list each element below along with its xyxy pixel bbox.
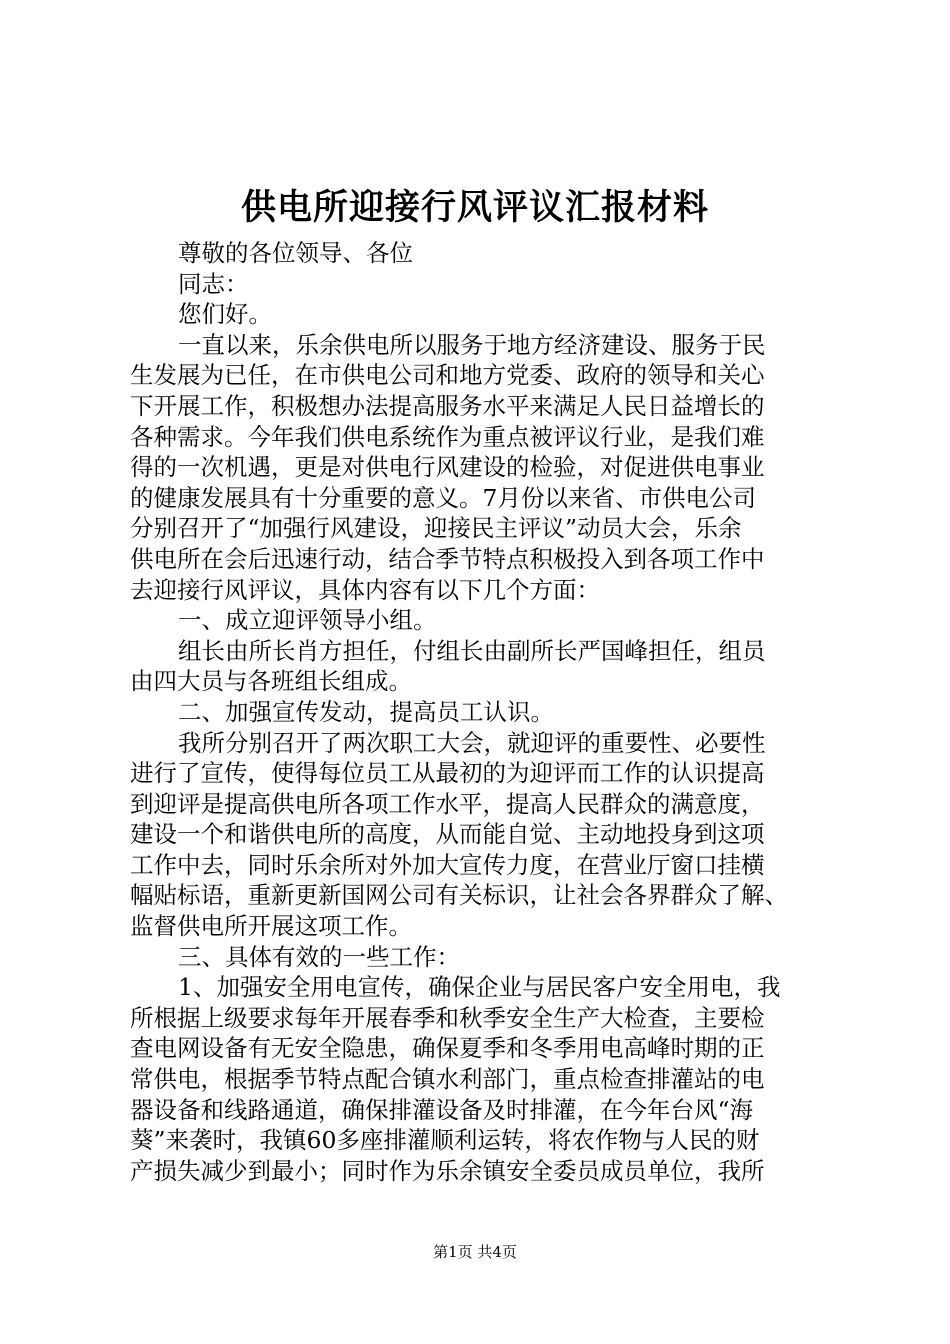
paragraph-line: 您们好。 xyxy=(178,300,272,329)
page-footer: 第1页 共4页 xyxy=(433,1243,517,1261)
paragraph-line: 葵”来袭时，我镇60多座排灌顺利运转，将农作物与人民的财 xyxy=(130,1126,760,1155)
paragraph-line: 进行了宣传，使得每位员工从最初的为迎评而工作的认识提高 xyxy=(130,759,765,788)
paragraph-line: 查电网设备有无安全隐患，确保夏季和冬季用电高峰时期的正 xyxy=(130,1034,765,1063)
paragraph-line: 到迎评是提高供电所各项工作水平，提高人民群众的满意度， xyxy=(130,789,765,818)
paragraph-line: 一直以来，乐余供电所以服务于地方经济建设、服务于民 xyxy=(178,330,766,359)
paragraph-line: 各种需求。今年我们供电系统作为重点被评议行业，是我们难 xyxy=(130,422,765,451)
paragraph-line: 器设备和线路通道，确保排灌设备及时排灌，在今年台风“海 xyxy=(130,1095,754,1124)
paragraph-line: 尊敬的各位领导、各位 xyxy=(178,239,413,267)
paragraph-line: 由四大员与各班组长组成。 xyxy=(130,667,412,696)
paragraph-line: 供电所在会后迅速行动，结合季节特点积极投入到各项工作中 xyxy=(130,544,765,573)
document-title: 供电所迎接行风评议汇报材料 xyxy=(240,187,709,228)
paragraph-line: 产损失减少到最小；同时作为乐余镇安全委员成员单位，我所 xyxy=(130,1156,765,1185)
paragraph-line: 三、具体有效的一些工作： xyxy=(178,942,460,971)
paragraph-line: 生发展为已任，在市供电公司和地方党委、政府的领导和关心 xyxy=(130,361,765,390)
paragraph-line: 的健康发展具有十分重要的意义。7月份以来省、市供电公司 xyxy=(130,483,756,512)
paragraph-line: 去迎接行风评议，具体内容有以下几个方面： xyxy=(130,575,600,604)
paragraph-line: 得的一次机遇，更是对供电行风建设的检验，对促进供电事业 xyxy=(130,453,765,482)
paragraph-line: 一、成立迎评领导小组。 xyxy=(178,606,437,635)
paragraph-line: 组长由所长肖方担任，付组长由副所长严国峰担任，组员 xyxy=(178,636,766,665)
paragraph-line: 常供电，根据季节特点配合镇水利部门，重点检查排灌站的电 xyxy=(130,1065,765,1094)
paragraph-line: 我所分别召开了两次职工大会，就迎评的重要性、必要性 xyxy=(178,728,766,757)
paragraph-line: 工作中去，同时乐余所对外加大宣传力度，在营业厅窗口挂横 xyxy=(130,850,765,879)
document-body xyxy=(130,238,830,1186)
paragraph-line: 分别召开了“加强行风建设，迎接民主评议”动员大会，乐余 xyxy=(130,514,742,543)
paragraph-line: 建设一个和谐供电所的高度，从而能自觉、主动地投身到这项 xyxy=(130,820,765,849)
paragraph-line: 二、加强宣传发动，提高员工认识。 xyxy=(178,697,554,726)
paragraph-line: 监督供电所开展这项工作。 xyxy=(130,912,412,941)
paragraph-line: 同志： xyxy=(178,269,249,298)
paragraph-line: 1、加强安全用电宣传，确保企业与居民客户安全用电，我 xyxy=(178,973,781,1002)
paragraph-line: 所根据上级要求每年开展春季和秋季安全生产大检查，主要检 xyxy=(130,1003,765,1032)
paragraph-line: 幅贴标语，重新更新国网公司有关标识，让社会各界群众了解、 xyxy=(130,881,788,910)
paragraph-line: 下开展工作，积极想办法提高服务水平来满足人民日益增长的 xyxy=(130,391,765,420)
